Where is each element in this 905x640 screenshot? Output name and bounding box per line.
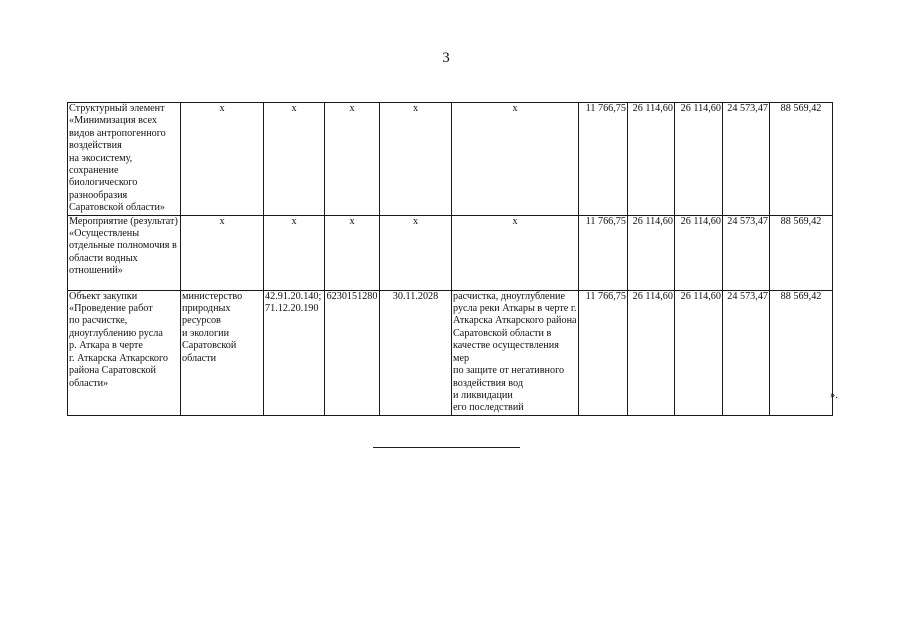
row-name: Объект закупки «Проведение работ по расчистке, дноуглублению русла р. Аткара в черте г. Аткарска Аткарского района Саратовской области» — [69, 290, 168, 389]
amount-3-cell — [675, 103, 723, 216]
amount-4-cell — [723, 103, 770, 216]
amount-3: 26 114,60 — [680, 215, 721, 227]
responsible-value: министерство природных ресурсов и экологии Саратовской области — [182, 290, 243, 364]
row-name-cell — [68, 103, 181, 216]
description-cell — [452, 103, 579, 216]
amount-2-cell — [628, 290, 675, 415]
amount-4-cell — [723, 290, 770, 415]
signature-line — [373, 447, 520, 448]
okpd-cell — [264, 215, 325, 290]
description-cell — [452, 215, 579, 290]
responsible-cell — [181, 103, 264, 216]
inn-value: 6230151280 — [326, 290, 378, 302]
amount-total: 88 569,42 — [780, 215, 822, 227]
responsible-value: х — [219, 215, 225, 227]
description-value: х — [512, 103, 518, 114]
amount-2: 26 114,60 — [632, 290, 673, 302]
plan-table — [67, 102, 833, 416]
amount-1-cell — [579, 290, 628, 415]
amount-4: 24 573,47 — [727, 215, 768, 227]
date-cell — [380, 290, 452, 415]
description-value: х — [512, 215, 518, 227]
amount-total-cell — [770, 215, 833, 290]
responsible-cell — [181, 215, 264, 290]
okpd-cell — [264, 103, 325, 216]
amount-1-cell — [579, 215, 628, 290]
date-value: х — [412, 103, 419, 114]
date-cell — [380, 103, 452, 216]
table-row — [68, 290, 833, 415]
okpd-value: х — [291, 103, 297, 114]
amount-4: 24 573,47 — [727, 290, 768, 302]
amount-2-cell — [628, 103, 675, 216]
amount-total-cell — [770, 290, 833, 415]
inn-value: х — [349, 215, 355, 227]
table-row — [68, 103, 833, 216]
okpd-value: 42.91.20.140; 71.12.20.190 — [265, 290, 322, 315]
amount-3: 26 114,60 — [680, 103, 721, 114]
inn-cell — [325, 103, 380, 216]
responsible-cell — [181, 290, 264, 415]
amount-3-cell — [675, 290, 723, 415]
description-cell — [452, 290, 579, 415]
amount-2-cell — [628, 215, 675, 290]
amount-1: 11 766,75 — [585, 103, 626, 114]
amount-total: 88 569,42 — [780, 103, 822, 114]
amount-1-cell — [579, 103, 628, 216]
inn-cell — [325, 290, 380, 415]
page-number: 3 — [442, 50, 450, 66]
table-row — [68, 215, 833, 290]
okpd-value: х — [291, 215, 297, 227]
amount-1: 11 766,75 — [585, 215, 626, 227]
amount-2: 26 114,60 — [632, 215, 673, 227]
description-value: расчистка, дноуглубление русла реки Аткары в черте г. Аткарска Аткарского района Саратовской области в качестве осуществления мер по защите от негативного воздействия вод и ликвидации его последствий — [453, 290, 577, 414]
date-value: х — [412, 215, 419, 227]
amount-4: 24 573,47 — [727, 103, 768, 114]
date-cell — [380, 215, 452, 290]
responsible-value: х — [219, 103, 225, 114]
amount-2: 26 114,60 — [632, 103, 673, 114]
row-name-cell — [68, 215, 181, 290]
closing-quote: ». — [830, 390, 838, 401]
amount-1: 11 766,75 — [585, 290, 626, 302]
amount-total: 88 569,42 — [780, 290, 822, 302]
okpd-cell — [264, 290, 325, 415]
inn-cell — [325, 215, 380, 290]
row-name-cell — [68, 290, 181, 415]
amount-3: 26 114,60 — [680, 290, 721, 302]
amount-3-cell — [675, 215, 723, 290]
amount-4-cell — [723, 215, 770, 290]
date-value: 30.11.2028 — [392, 290, 439, 302]
row-name: Структурный элемент «Минимизация всех видов антропогенного воздействия на экосистему, сохранение биологического разнообразия Саратовской области» — [69, 103, 166, 214]
amount-total-cell — [770, 103, 833, 216]
inn-value: х — [349, 103, 355, 114]
row-name: Мероприятие (результат) «Осуществлены отдельные полномочия в области водных отношений» — [69, 215, 178, 277]
